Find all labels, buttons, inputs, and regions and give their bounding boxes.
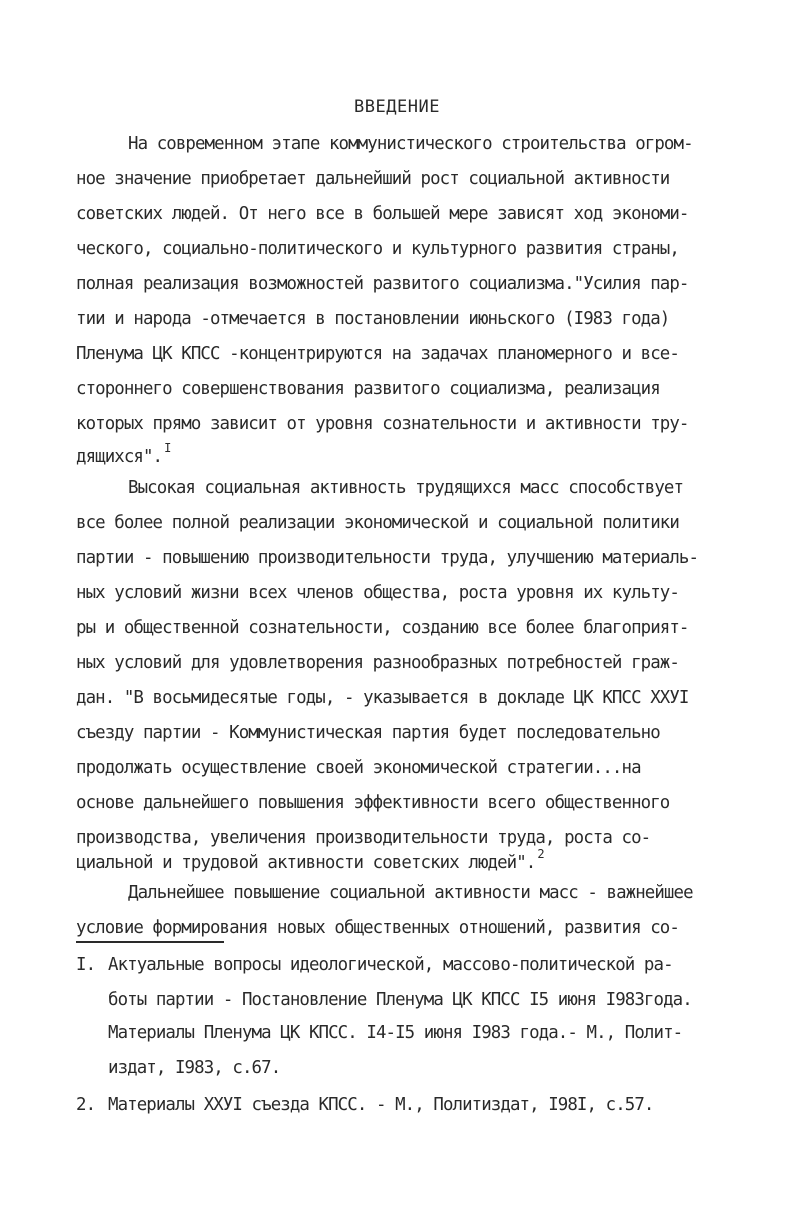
- footnote-number: I.: [76, 955, 96, 975]
- text-line: Высокая социальная активность трудящихся масс способствует: [128, 478, 684, 498]
- text-line: все более полной реализации экономической и социальной политики: [76, 513, 679, 533]
- text-line: продолжать осуществление своей экономической стратегии...на: [76, 758, 641, 778]
- text-line: полная реализация возможностей развитого социализма."Усилия пар-: [76, 274, 689, 294]
- text-line: Дальнейшее повышение социальной активности масс - важнейшее: [128, 883, 693, 903]
- text-line: Пленума ЦК КПСС -концентрируются на задачах планомерного и все-: [76, 344, 679, 364]
- text-line: производства, увеличения производительности труда, роста со-: [76, 828, 651, 848]
- text-line: стороннего совершенствования развитого социализма, реализация: [76, 379, 660, 399]
- text-line: советских людей. От него все в большей мере зависят ход экономи-: [76, 204, 689, 224]
- text-line: ных условий жизни всех членов общества, роста уровня их культу-: [76, 583, 679, 603]
- text-line: На современном этапе коммунистического строительства огром-: [128, 134, 693, 154]
- text-line: ное значение приобретает дальнейший рост социальной активности: [76, 169, 670, 189]
- footnote-ref: I: [164, 441, 171, 455]
- text-line: ческого, социально-политического и культурного развития страны,: [76, 239, 679, 259]
- footnote-text: Актуальные вопросы идеологической, массово-политической ра-: [108, 955, 673, 975]
- text-line: партии - повышению производительности труда, улучшению материаль-: [76, 548, 699, 568]
- text-line: ры и общественной сознательности, созданию все более благоприят-: [76, 618, 689, 638]
- text-line: ных условий для удовлетворения разнообразных потребностей граж-: [76, 653, 679, 673]
- page-title: ВВЕДЕНИЕ: [354, 97, 440, 117]
- footnote-text: Материалы XXУI съезда КПСС. - М., Политиздат, I98I, с.57.: [108, 1095, 654, 1115]
- text-line: съезду партии - Коммунистическая партия будет последовательно: [76, 723, 660, 743]
- footnote-line: боты партии - Постановление Пленума ЦК КПСС I5 июня I983года.: [108, 990, 692, 1010]
- footnote-line: Материалы Пленума ЦК КПСС. I4-I5 июня I983 года.- М., Полит-: [108, 1023, 683, 1043]
- footnote-line: издат, I983, с.67.: [108, 1058, 281, 1078]
- text-line: которых прямо зависит от уровня сознательности и активности тру-: [76, 414, 689, 434]
- footnote-separator: [76, 941, 224, 943]
- footnote-ref: 2: [537, 847, 544, 861]
- footnote-number: 2.: [76, 1095, 96, 1115]
- text-line-with-ref: [76, 441, 171, 469]
- footnote-line: [76, 1094, 654, 1116]
- text-line: основе дальнейшего повышения эффективности всего общественного: [76, 793, 670, 813]
- footnote-line: [76, 954, 673, 976]
- text-line: условие формирования новых общественных отношений, развития со-: [76, 918, 679, 938]
- text-fragment: дящихся".: [76, 447, 163, 467]
- text-line-with-ref: [76, 847, 544, 875]
- text-line: тии и народа -отмечается в постановлении июньского (I983 года): [76, 309, 670, 329]
- text-line: дан. "В восьмидесятые годы, - указывается в докладе ЦК КПСС XXУI: [76, 688, 689, 708]
- text-fragment: циальной и трудовой активности советских людей".: [76, 853, 536, 873]
